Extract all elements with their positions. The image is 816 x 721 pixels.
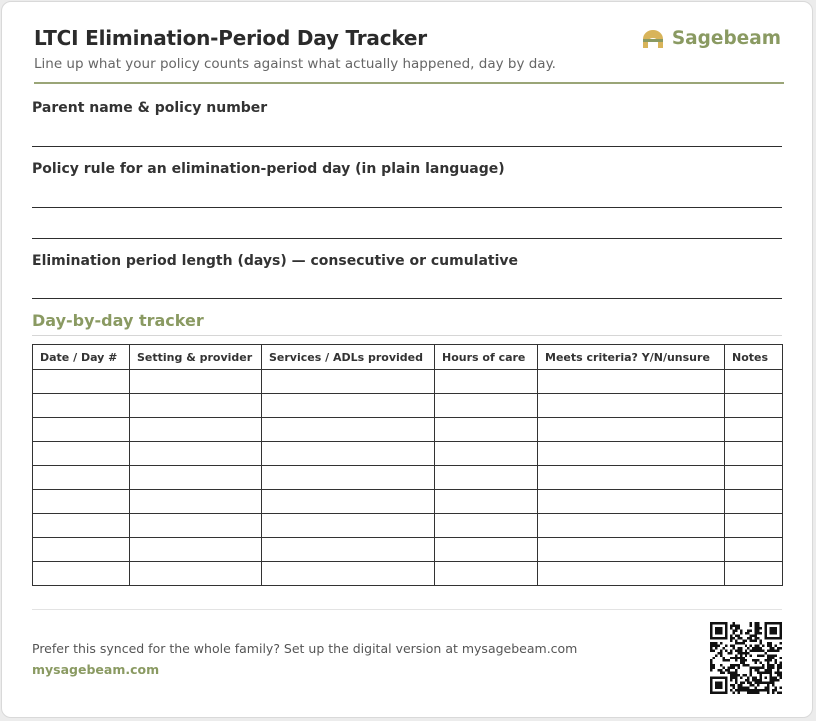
table-cell[interactable] <box>130 370 262 394</box>
table-cell[interactable] <box>725 514 783 538</box>
table-cell[interactable] <box>262 562 435 586</box>
table-cell[interactable] <box>435 418 538 442</box>
day-tracker-table <box>32 344 783 586</box>
table-cell[interactable] <box>435 370 538 394</box>
table-cell[interactable] <box>435 442 538 466</box>
table-cell[interactable] <box>538 466 725 490</box>
table-cell[interactable] <box>262 394 435 418</box>
table-cell[interactable] <box>725 394 783 418</box>
table-row <box>33 418 783 442</box>
table-row <box>33 490 783 514</box>
page-title: LTCI Elimination-Period Day Tracker <box>34 26 427 50</box>
parent-policy-line[interactable] <box>32 146 782 147</box>
table-cell[interactable] <box>262 538 435 562</box>
footer-text: Prefer this synced for the whole family? Set up the digital version at mysagebeam.com <box>32 641 578 656</box>
table-cell[interactable] <box>725 490 783 514</box>
table-cell[interactable] <box>262 418 435 442</box>
table-cell[interactable] <box>33 394 130 418</box>
table-cell[interactable] <box>538 538 725 562</box>
table-cell[interactable] <box>33 370 130 394</box>
table-cell[interactable] <box>538 442 725 466</box>
col-date: Date / Day # <box>33 345 130 370</box>
sagebeam-logo-icon <box>642 29 664 49</box>
col-notes: Notes <box>725 345 783 370</box>
page-subtitle: Line up what your policy counts against what actually happened, day by day. <box>34 56 556 72</box>
table-cell[interactable] <box>435 490 538 514</box>
footer-link[interactable]: mysagebeam.com <box>32 662 160 677</box>
table-cell[interactable] <box>435 514 538 538</box>
section-heading: Day-by-day tracker <box>32 311 204 330</box>
table-cell[interactable] <box>538 562 725 586</box>
table-cell[interactable] <box>725 538 783 562</box>
footer-divider <box>32 609 782 610</box>
table-body <box>33 370 783 586</box>
table-cell[interactable] <box>435 466 538 490</box>
table-cell[interactable] <box>435 538 538 562</box>
table-cell[interactable] <box>130 562 262 586</box>
section-divider <box>32 335 782 336</box>
table-cell[interactable] <box>130 514 262 538</box>
table-cell[interactable] <box>262 514 435 538</box>
table-cell[interactable] <box>725 466 783 490</box>
table-row <box>33 514 783 538</box>
table-cell[interactable] <box>130 538 262 562</box>
brand-lockup <box>642 28 781 49</box>
table-row <box>33 442 783 466</box>
period-length-line[interactable] <box>32 298 782 299</box>
table-cell[interactable] <box>538 514 725 538</box>
table-cell[interactable] <box>130 394 262 418</box>
header-divider <box>34 82 784 84</box>
table-cell[interactable] <box>538 418 725 442</box>
brand-name: Sagebeam <box>671 28 781 49</box>
table-row <box>33 562 783 586</box>
table-header-row <box>33 345 783 370</box>
table-row <box>33 370 783 394</box>
col-services: Services / ADLs provided <box>262 345 435 370</box>
table-cell[interactable] <box>262 490 435 514</box>
table-cell[interactable] <box>130 490 262 514</box>
table-cell[interactable] <box>538 490 725 514</box>
table-cell[interactable] <box>538 394 725 418</box>
table-cell[interactable] <box>33 418 130 442</box>
table-cell[interactable] <box>33 514 130 538</box>
table-row <box>33 394 783 418</box>
table-cell[interactable] <box>435 394 538 418</box>
policy-rule-line-1[interactable] <box>32 207 782 208</box>
col-criteria: Meets criteria? Y/N/unsure <box>538 345 725 370</box>
period-length-label: Elimination period length (days) — consecutive or cumulative <box>32 253 519 269</box>
col-setting: Setting & provider <box>130 345 262 370</box>
table-row <box>33 538 783 562</box>
table-cell[interactable] <box>33 490 130 514</box>
table-row <box>33 466 783 490</box>
table-cell[interactable] <box>262 466 435 490</box>
table-cell[interactable] <box>33 466 130 490</box>
table-cell[interactable] <box>130 418 262 442</box>
parent-policy-label: Parent name & policy number <box>32 100 268 116</box>
col-hours: Hours of care <box>435 345 538 370</box>
table-cell[interactable] <box>725 442 783 466</box>
policy-rule-line-2[interactable] <box>32 238 782 239</box>
table-cell[interactable] <box>33 562 130 586</box>
qr-code-icon[interactable] <box>710 622 782 694</box>
table-cell[interactable] <box>435 562 538 586</box>
table-cell[interactable] <box>262 442 435 466</box>
table-cell[interactable] <box>130 466 262 490</box>
policy-rule-label: Policy rule for an elimination-period day (in plain language) <box>32 161 505 177</box>
table-cell[interactable] <box>538 370 725 394</box>
table-cell[interactable] <box>725 562 783 586</box>
table-cell[interactable] <box>130 442 262 466</box>
table-cell[interactable] <box>33 442 130 466</box>
table-cell[interactable] <box>262 370 435 394</box>
table-cell[interactable] <box>33 538 130 562</box>
table-cell[interactable] <box>725 418 783 442</box>
table-cell[interactable] <box>725 370 783 394</box>
